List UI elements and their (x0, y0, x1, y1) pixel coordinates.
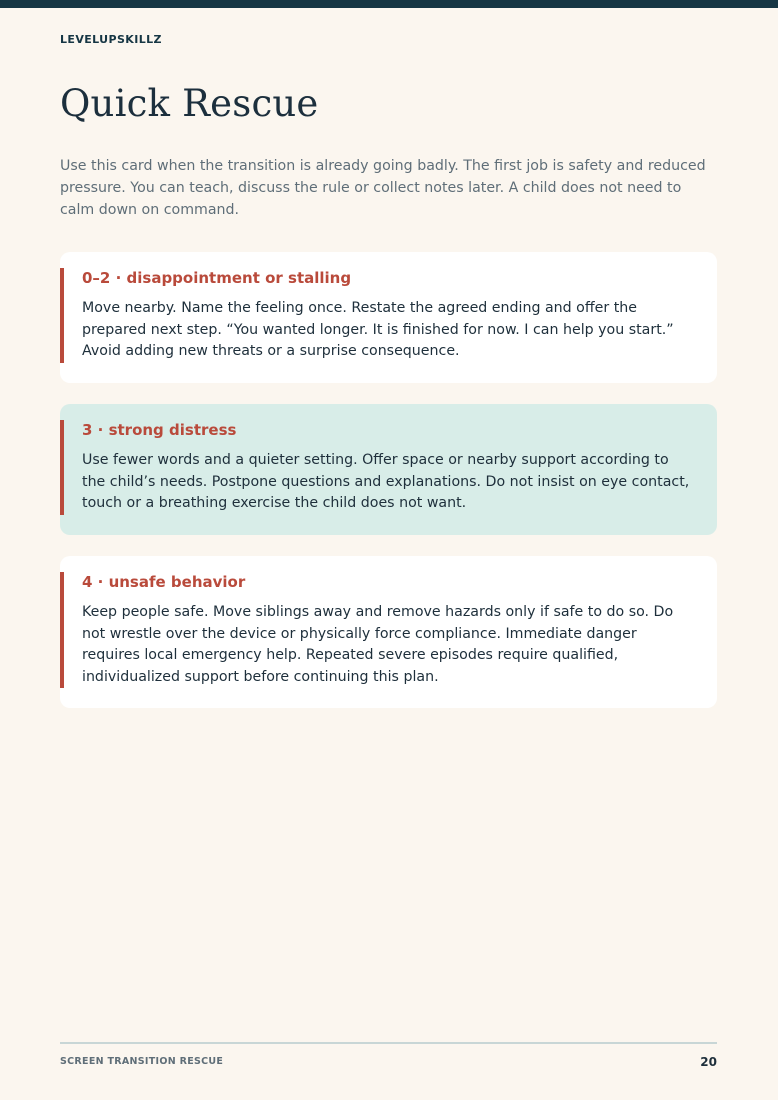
card-body: Move nearby. Name the feeling once. Restate the agreed ending and offer the prepared next step. “You wanted longer. It is finished for now. I can help you start.” Avoid adding new threats or a surprise consequence. (82, 300, 674, 359)
brand-label: LEVELUPSKILLZ (60, 33, 162, 46)
footer-divider (60, 1042, 717, 1044)
rescue-card-level-4 (60, 556, 717, 708)
card-accent-block (60, 572, 702, 688)
card-accent-block (60, 420, 702, 515)
rescue-card-level-0-2 (60, 252, 717, 383)
card-title: 0–2 · disappointment or stalling (82, 269, 352, 287)
card-accent-block (60, 268, 702, 363)
rescue-card-level-3 (60, 404, 717, 535)
page-title: Quick Rescue (60, 82, 319, 125)
intro-paragraph: Use this card when the transition is already going badly. The first job is safety and reduced pressure. You can teach, discuss the rule or collect notes later. A child does not need to calm down on command. (60, 158, 706, 218)
card-title: 3 · strong distress (82, 421, 237, 439)
card-body: Keep people safe. Move siblings away and remove hazards only if safe to do so. Do not wrestle over the device or physically force compliance. Immediate danger requires local emergency help. Repeated severe episodes require qualified, individualized support before continuing this plan. (82, 604, 674, 685)
card-body: Use fewer words and a quieter setting. Offer space or nearby support according to the child’s needs. Postpone questions and explanations. Do not insist on eye contact, touch or a breathing exercise the child does not want. (82, 452, 690, 511)
top-bar (0, 0, 778, 8)
card-title: 4 · unsafe behavior (82, 573, 246, 591)
page-number: 20 (700, 1055, 717, 1069)
footer-label: SCREEN TRANSITION RESCUE (60, 1056, 224, 1067)
